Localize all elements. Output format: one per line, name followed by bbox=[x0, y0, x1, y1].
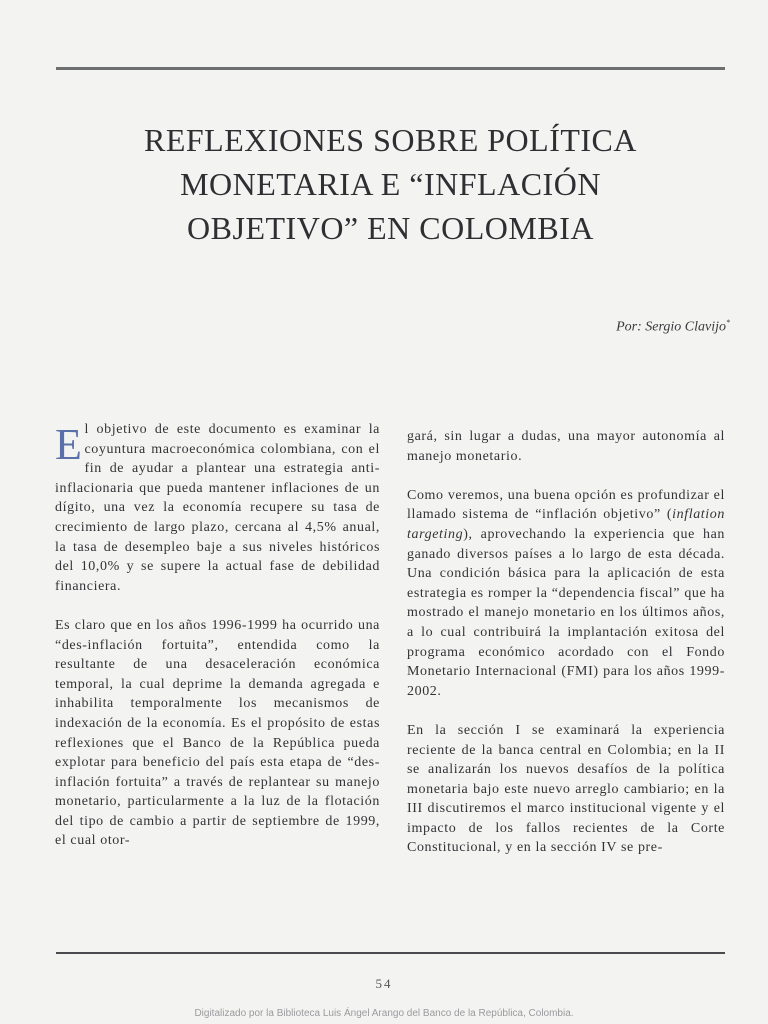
right-paragraph-3: En la sección I se examinará la experiencia reciente de la banca central en Colombia; en la II se analizarán los nuevos desafíos de la política monetaria bajo este nuevo arreglo cambiario; en la III discutiremos el marco institucional vigente y el impacto de los fallos recientes de la Corte Constitucional, y en la sección IV se pre- bbox=[407, 722, 725, 856]
page-number: 54 bbox=[375, 976, 393, 991]
inflation-targeting-term: inflation targeting bbox=[407, 507, 725, 542]
author-byline bbox=[616, 318, 730, 336]
right-paragraph-2-end: ), aprovechando la experiencia que han ganado diversos países a lo largo de esta década. Una condición básica para la aplicación de esta estrategia es romper la “dependencia fiscal” que ha mostrado el manejo monetario en los últimos años, a lo cual contribuirá la implantación exitosa del programa económico acordado con el Fondo Monetario Internacional (FMI) para los años 1999-2002. bbox=[407, 526, 725, 699]
drop-cap: E bbox=[55, 420, 83, 469]
byline-prefix: Por: bbox=[616, 319, 642, 335]
right-column bbox=[407, 427, 725, 878]
left-paragraph-1 bbox=[55, 420, 380, 596]
top-rule bbox=[56, 67, 725, 70]
right-paragraph-2-start: Como veremos, una buena opción es profundizar el llamado sistema de “inflación objetivo” ( bbox=[407, 487, 725, 523]
bottom-rule bbox=[56, 952, 725, 954]
article-title bbox=[56, 118, 725, 250]
right-paragraph-1: gará, sin lugar a dudas, una mayor autonomía al manejo monetario. bbox=[407, 429, 725, 464]
title-line-3: OBJETIVO” EN COLOMBIA bbox=[187, 210, 594, 246]
left-paragraph-1-text: l objetivo de este documento es examinar la coyuntura macroeconómica colombiana, con el fin de ayudar a plantear una estrategia anti-inflacionaria que pueda mantener inflaciones de un dígito, una vez la economía recupere su tasa de crecimiento de largo plazo, cercana al 4,5% anual, la tasa de desempleo baje a sus niveles históricos del 10,0% y se supere la actual fase de debilidad financiera. bbox=[55, 422, 380, 594]
digitization-footer: Digitalizado por la Biblioteca Luis Ángel Arango del Banco de la República, Colombia. bbox=[194, 1008, 574, 1019]
byline-author: Sergio Clavijo bbox=[645, 319, 726, 335]
left-column bbox=[55, 420, 380, 871]
byline-footnote-marker: * bbox=[726, 318, 730, 327]
left-paragraph-2: Es claro que en los años 1996-1999 ha ocurrido una “des-inflación fortuita”, entendida como la resultante de una desaceleración económica temporal, la cual deprime la demanda agregada e inhabilita temporalmente los mecanismos de indexación de la economía. Es el propósito de estas reflexiones que el Banco de la República pueda explotar para beneficio del país esta etapa de “des-inflación fortuita” a través de replantear su manejo monetario, particularmente a la luz de la flotación del tipo de cambio a partir de septiembre de 1999, el cual otor- bbox=[55, 617, 380, 849]
title-line-1: REFLEXIONES SOBRE POLÍTICA bbox=[143, 122, 637, 158]
title-line-2: MONETARIA E “INFLACIÓN bbox=[180, 166, 601, 202]
right-paragraph-2 bbox=[407, 486, 725, 702]
